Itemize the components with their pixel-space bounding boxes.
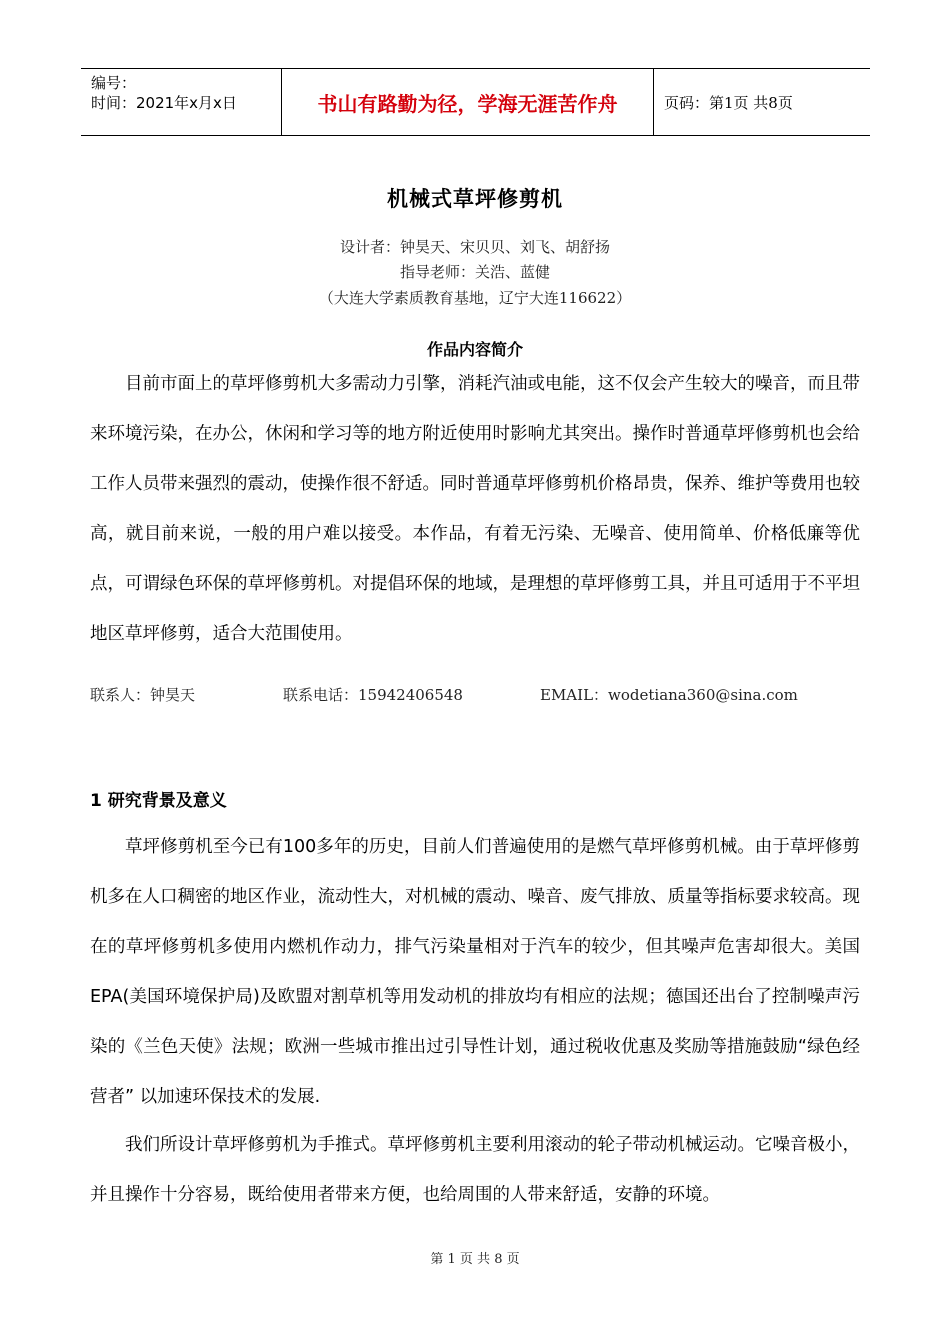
contact-line — [90, 684, 870, 708]
time-label: 时间：2021年x月x日 — [91, 94, 237, 112]
affiliation-line: （大连大学素质教育基地，辽宁大连116622） — [318, 289, 632, 307]
designers-line: 设计者：钟昊天、宋贝贝、刘飞、胡舒扬 — [339, 238, 610, 256]
intro-paragraph: 目前市面上的草坪修剪机大多需动力引擎，消耗汽油或电能，这不仅会产生较大的噪音，而且带来环境污染，在办公，休闲和学习等的地方附近使用时影响尤其突出。操作时普通草坪修剪机也会给工作人员带来强烈的震动，使操作很不舒适。同时普通草坪修剪机价格昂贵，保养、维护等费用也较高，就目前来说，一般的用户难以接受。本作品，有着无污染、无噪音、使用简单、价格低廉等优点，可谓绿色环保的草坪修剪机。对提倡环保的地域，是理想的草坪修剪工具，并且可适用于不平坦地区草坪修剪，适合大范围使用。 — [90, 374, 860, 644]
section-1-paragraph-2: 我们所设计草坪修剪机为手推式。草坪修剪机主要利用滚动的轮子带动机械运动。它噪音极小，并且操作十分容易，既给使用者带来方便，也给周围的人带来舒适，安静的环境。 — [90, 1135, 860, 1205]
header-motto: 书山有路勤为径，学海无涯苦作舟 — [281, 69, 654, 135]
header-table — [81, 68, 870, 136]
number-label: 编号： — [91, 74, 137, 92]
page-footer: 第 1 页 共 8 页 — [430, 1252, 520, 1267]
section-1-heading: 1 研究背景及意义 — [90, 791, 227, 811]
contact-person: 联系人：钟昊天 — [90, 686, 196, 704]
header-meta — [81, 69, 281, 135]
contact-email: EMAIL：wodetiana360@sina.com — [540, 686, 798, 704]
contact-phone: 联系电话：15942406548 — [283, 686, 463, 704]
header-page-code: 页码：第1页 共8页 — [664, 93, 793, 112]
advisors-line: 指导老师：关浩、蓝健 — [399, 263, 550, 281]
document-title: 机械式草坪修剪机 — [387, 187, 563, 211]
section-1-paragraph-1: 草坪修剪机至今已有100多年的历史，目前人们普遍使用的是燃气草坪修剪机械。由于草坪修剪机多在人口稠密的地区作业，流动性大，对机械的震动、噪音、废气排放、质量等指标要求较高。现在的草坪修剪机多使用内燃机作动力，排气污染量相对于汽车的较少，但其噪声危害却很大。美国EPA(美国环境保护局)及欧盟对割草机等用发动机的排放均有相应的法规；德国还出台了控制噪声污染的《兰色天使》法规；欧洲一些城市推出过引导性计划，通过税收优惠及奖励等措施鼓励“绿色经营者” 以加速环保技术的发展. — [90, 837, 860, 1107]
intro-heading: 作品内容简介 — [426, 340, 523, 359]
